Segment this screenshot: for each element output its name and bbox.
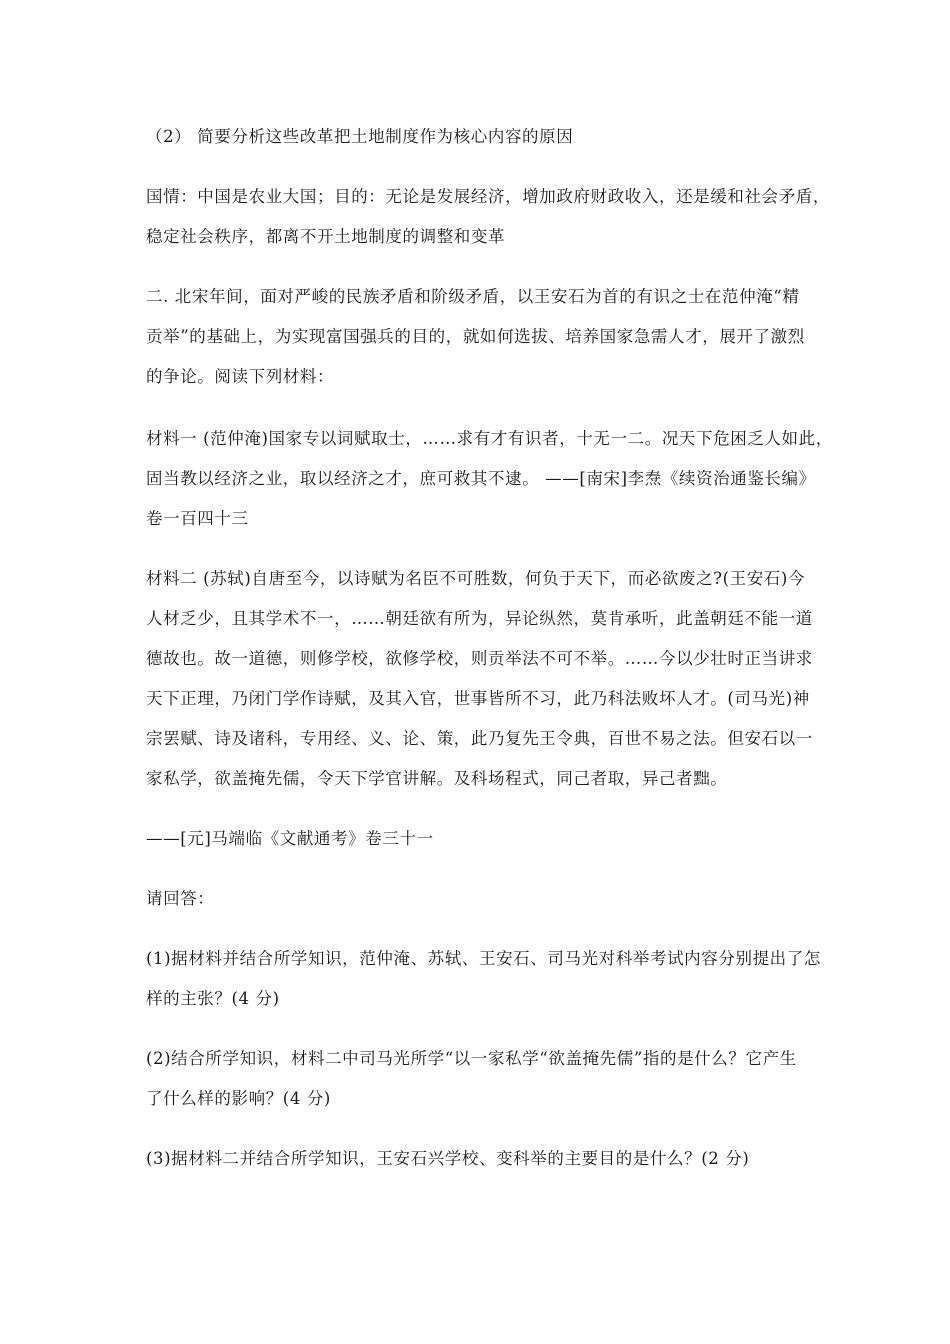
material-two-line: 材料二 (苏轼)自唐至今，以诗赋为名臣不可胜数，何负于天下，而必欲废之?(王安石)今 [146,569,806,588]
question-line: (3)据材料二并结合所学知识，王安石兴学校、变科举的主要目的是什么？(2 分) [146,1149,750,1168]
section-intro-line: 二. 北宋年间，面对严峻的民族矛盾和阶级矛盾，以王安石为首的有识之士在范仲淹“精 [146,287,800,306]
ask-label: 请回答： [146,889,215,908]
material-two-line: 人材乏少，且其学术不一，……朝廷欲有所为，异论纵然，莫肯承听，此盖朝廷不能一道 [146,609,813,628]
answer-line: 国情：中国是农业大国；目的：无论是发展经济，增加政府财政收入，还是缓和社会矛盾， [146,187,830,206]
material-two-line: 天下正理，乃闭门学作诗赋，及其入官，世事皆所不习，此乃科法败坏人才。(司马光)神 [146,689,810,708]
material-two-source: ——[元]马端临《文献通考》卷三十一 [146,829,434,848]
question-line: (2)结合所学知识，材料二中司马光所学“以一家私学“欲盖掩先儒”指的是什么？它产生 [146,1049,797,1068]
material-two-line: 家私学，欲盖掩先儒，令天下学官讲解。及科场程式，同己者取，异己者黜。 [146,769,728,788]
question-line: 样的主张？(4 分) [146,989,280,1008]
material-one-line: 固当教以经济之业，取以经济之才，庶可救其不逮。 ——[南宋]李焘《续资治通鉴长编》 [146,469,816,488]
question-prompt: （2） 简要分析这些改革把土地制度作为核心内容的原因 [146,127,574,146]
question-line: 了什么样的影响？(4 分) [146,1089,331,1108]
section-intro-line: 的争论。阅读下列材料： [146,367,335,386]
material-one-line: 材料一 (范仲淹)国家专以词赋取士，……求有才有识者，十无一二。况天下危困乏人如此， [146,429,833,448]
material-one-line: 卷一百四十三 [146,509,249,528]
material-two-line: 德故也。故一道德，则修学校，欲修学校，则贡举法不可不举。……今以少壮时正当讲求 [146,649,813,668]
question-line: (1)据材料并结合所学知识，范仲淹、苏轼、王安石、司马光对科举考试内容分别提出了怎 [146,949,821,968]
material-two-line: 宗罢赋、诗及诸科，专用经、义、论、策，此乃复先王令典，百世不易之法。但安石以一 [146,729,813,748]
answer-line: 稳定社会秩序，都离不开土地制度的调整和变革 [146,227,506,246]
section-intro-line: 贡举”的基础上，为实现富国强兵的目的，就如何选拔、培养国家急需人才，展开了激烈 [146,327,805,346]
